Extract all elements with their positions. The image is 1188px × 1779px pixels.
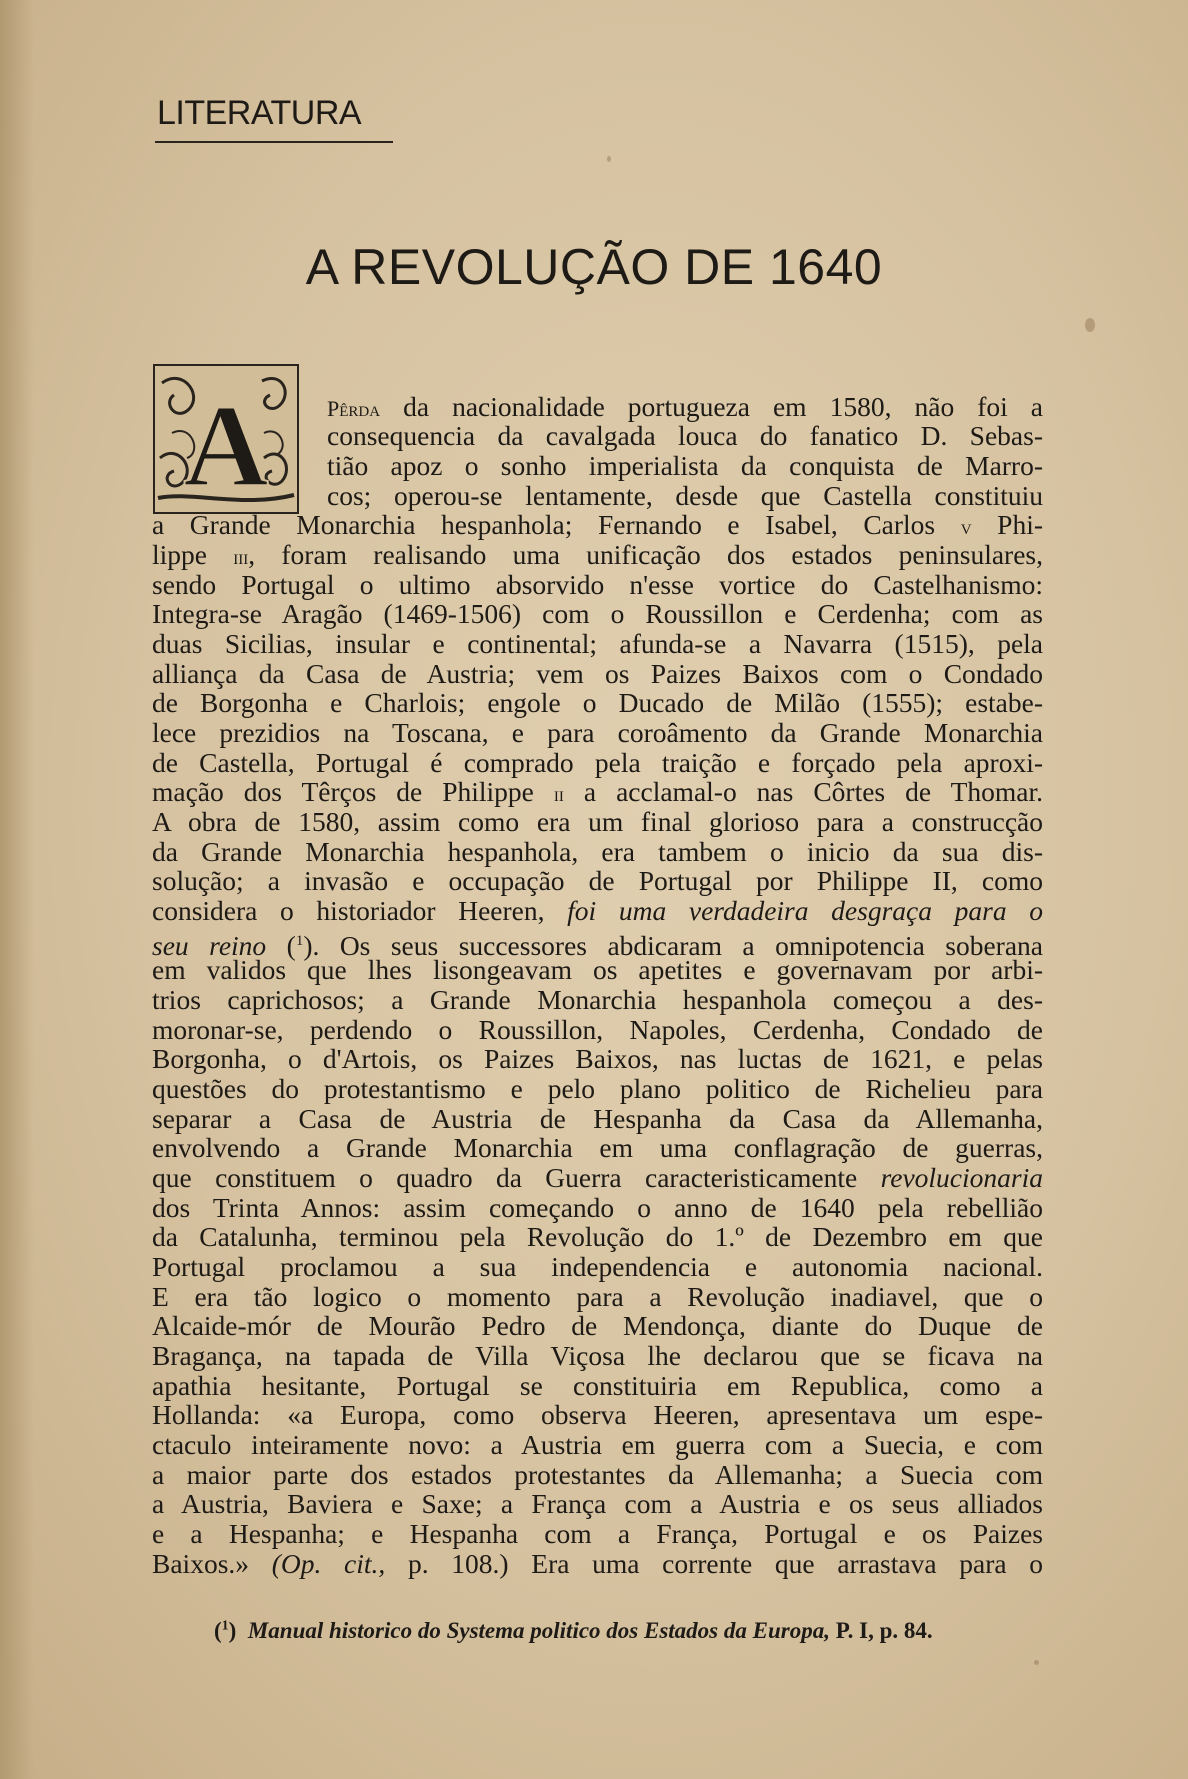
text-line: questões do protestantismo e pelo plano politico de Richelieu para [152, 1073, 1043, 1104]
text-line: da Grande Monarchia hespanhola, era tambem o inicio da sua dis- [152, 836, 1043, 867]
header-rule [155, 141, 393, 143]
text-line: duas Sicilias, insular e continental; afunda-se a Navarra (1515), pela [152, 628, 1043, 659]
section-header: LITERATURA [157, 94, 362, 132]
text-line: moronar-se, perdendo o Roussillon, Napoles, Cerdenha, Condado de [152, 1014, 1043, 1045]
drop-cap-ornament [152, 363, 300, 515]
text-line: alliança da Casa de Austria; vem os Paizes Baixos com o Condado [152, 658, 1043, 689]
drop-cap-a-icon [152, 363, 300, 515]
text-line: lece prezidios na Toscana, e para coroâmento da Grande Monarchia [152, 717, 1043, 748]
text-line: seu reino ($^1$). Os seus successores abdicaram a omnipotencia soberana [152, 930, 1043, 962]
text-line: separar a Casa de Austria de Hespanha da Casa da Allemanha, [152, 1103, 1043, 1134]
text-line: considera o historiador Heeren, foi uma verdadeira desgraça para o [152, 895, 1043, 926]
text-line: ctaculo inteiramente novo: a Austria em guerra com a Suecia, e com [152, 1429, 1043, 1460]
text-line: a Austria, Baviera e Saxe; a França com a Austria e os seus alliados [152, 1488, 1043, 1519]
text-line: mação dos Têrços de Philippe ii a acclamal-o nas Côrtes de Thomar. [152, 776, 1043, 807]
text-line: apathia hesitante, Portugal se constituiria em Republica, como a [152, 1370, 1043, 1401]
text-line: Integra-se Aragão (1469-1506) com o Roussillon e Cerdenha; com as [152, 598, 1043, 629]
text-line: envolvendo a Grande Monarchia em uma conflagração de guerras, [152, 1132, 1043, 1163]
text-line: e a Hespanha; e Hespanha com a França, Portugal e os Paizes [152, 1518, 1043, 1549]
text-line: trios caprichosos; a Grande Monarchia hespanhola começou a des- [152, 984, 1043, 1015]
text-line: Hollanda: «a Europa, como observa Heeren, apresentava um espe- [152, 1399, 1043, 1430]
text-line: a Grande Monarchia hespanhola; Fernando e Isabel, Carlos v Phi- [152, 509, 1043, 540]
text-line: solução; a invasão e occupação de Portugal por Philippe II, como [152, 865, 1043, 896]
text-line: Pêrda da nacionalidade portugueza em 1580, não foi a [327, 391, 1043, 422]
text-line: lippe iii, foram realisando uma unificação dos estados peninsulares, [152, 539, 1043, 570]
text-line: em validos que lhes lisongeavam os apetites e governavam por arbi- [152, 954, 1043, 985]
text-line: que constituem o quadro da Guerra caracteristicamente revolucionaria [152, 1162, 1043, 1193]
svg-text:A: A [183, 380, 269, 511]
text-line: de Borgonha e Charlois; engole o Ducado de Milão (1555); estabe- [152, 687, 1043, 718]
text-line: Portugal proclamou a sua independencia e autonomia nacional. [152, 1251, 1043, 1282]
article-title: A REVOLUÇÃO DE 1640 [305, 239, 883, 295]
text-line: Bragança, na tapada de Villa Viçosa lhe declarou que se ficava na [152, 1340, 1043, 1371]
text-line: A obra de 1580, assim como era um final glorioso para a construcção [152, 806, 1043, 837]
footnote-title: Manual historico do Systema politico dos Estados da Europa, [247, 1618, 830, 1643]
text-line: Alcaide-mór de Mourão Pedro de Mendonça, diante do Duque de [152, 1310, 1043, 1341]
text-line: da Catalunha, terminou pela Revolução do 1.º de Dezembro em que [152, 1221, 1043, 1252]
text-line: Baixos.» (Op. cit., p. 108.) Era uma corrente que arrastava para o [152, 1548, 1044, 1579]
text-line: Borgonha, o d'Artois, os Paizes Baixos, nas luctas de 1621, e pelas [152, 1043, 1043, 1074]
paper-stain [1034, 1660, 1039, 1665]
footnote [214, 1618, 1044, 1644]
footnote-marker: ($^1$) [214, 1618, 237, 1643]
paper-stain [1085, 318, 1095, 332]
text-line: tião apoz o sonho imperialista da conquista de Marro- [327, 450, 1043, 481]
text-line: E era tão logico o momento para a Revolução inadiavel, que o [152, 1281, 1043, 1312]
text-line: a maior parte dos estados protestantes da Allemanha; a Suecia com [152, 1459, 1043, 1490]
text-line: de Castella, Portugal é comprado pela traição e forçado pela aproxi- [152, 747, 1043, 778]
paper-stain [607, 156, 611, 162]
text-line: cos; operou-se lentamente, desde que Castella constituiu [327, 480, 1043, 511]
text-line: sendo Portugal o ultimo absorvido n'esse vortice do Castelhanismo: [152, 569, 1043, 600]
footnote-ref: P. I, p. 84. [835, 1618, 933, 1643]
text-line: dos Trinta Annos: assim começando o anno de 1640 pela rebellião [152, 1192, 1043, 1223]
text-line: consequencia da cavalgada louca do fanatico D. Sebas- [327, 420, 1043, 451]
